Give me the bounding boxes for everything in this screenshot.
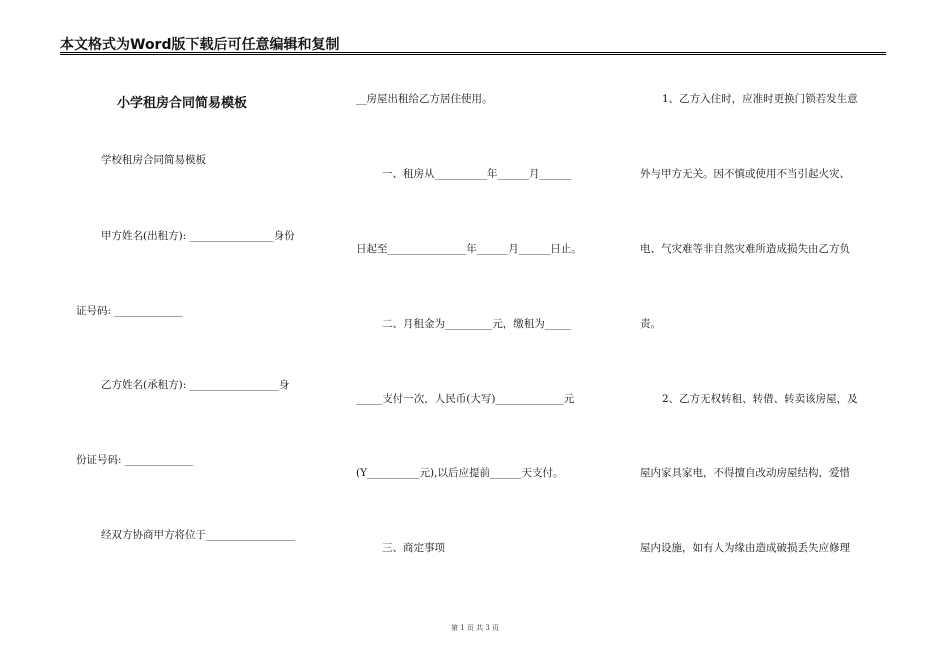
paragraph-line: _____支付一次，人民币(大写)_____________元 xyxy=(356,393,575,405)
document-header: 本文格式为Word版下载后可任意编辑和复制 xyxy=(60,37,340,53)
paragraph-line: 份证号码: _____________ xyxy=(76,454,194,466)
paragraph-line: 二、月租金为_________元，缴租为_____ xyxy=(382,318,571,330)
paragraph-line: 屋内家具家电，不得擅自改动房屋结构，爱惜 xyxy=(640,467,850,479)
paragraph-line: (Y__________元),以后应提前______天支付。 xyxy=(356,467,564,479)
paragraph-line: 1、乙方入住时，应准时更换门锁若发生意 xyxy=(662,93,858,105)
paragraph-line: 屋内设施，如有人为缘由造成破损丢失应修理 xyxy=(640,542,850,554)
paragraph-line: 甲方姓名(出租方): ________________身份 xyxy=(101,230,295,242)
document-title: 小学租房合同简易模板 xyxy=(117,96,248,111)
header-rule-secondary xyxy=(60,54,886,55)
paragraph-line: 乙方姓名(承租方): _________________身 xyxy=(101,379,290,391)
header-rule xyxy=(60,52,886,53)
paragraph-line: 外与甲方无关。因不慎或使用不当引起火灾、 xyxy=(640,168,850,180)
section-heading: 三、商定事项 xyxy=(382,542,445,554)
paragraph-line: 证号码: _____________ xyxy=(76,305,183,317)
paragraph-line: 学校租房合同简易模板 xyxy=(101,154,206,166)
paragraph-line: 一、租房从__________年______月______ xyxy=(382,168,571,180)
paragraph-line: 日起至_______________年______月______日止。 xyxy=(356,243,582,255)
paragraph-line: 电、气灾难等非自然灾难所造成损失由乙方负 xyxy=(640,243,850,255)
page-number: 第 1 页 共 3 页 xyxy=(450,624,500,632)
paragraph-line: __房屋出租给乙方居住使用。 xyxy=(356,93,493,105)
paragraph-line: 2、乙方无权转租、转借、转卖该房屋，及 xyxy=(662,393,858,405)
paragraph-line: 责。 xyxy=(640,318,661,330)
paragraph-line: 经双方协商甲方将位于_________________ xyxy=(101,529,296,541)
